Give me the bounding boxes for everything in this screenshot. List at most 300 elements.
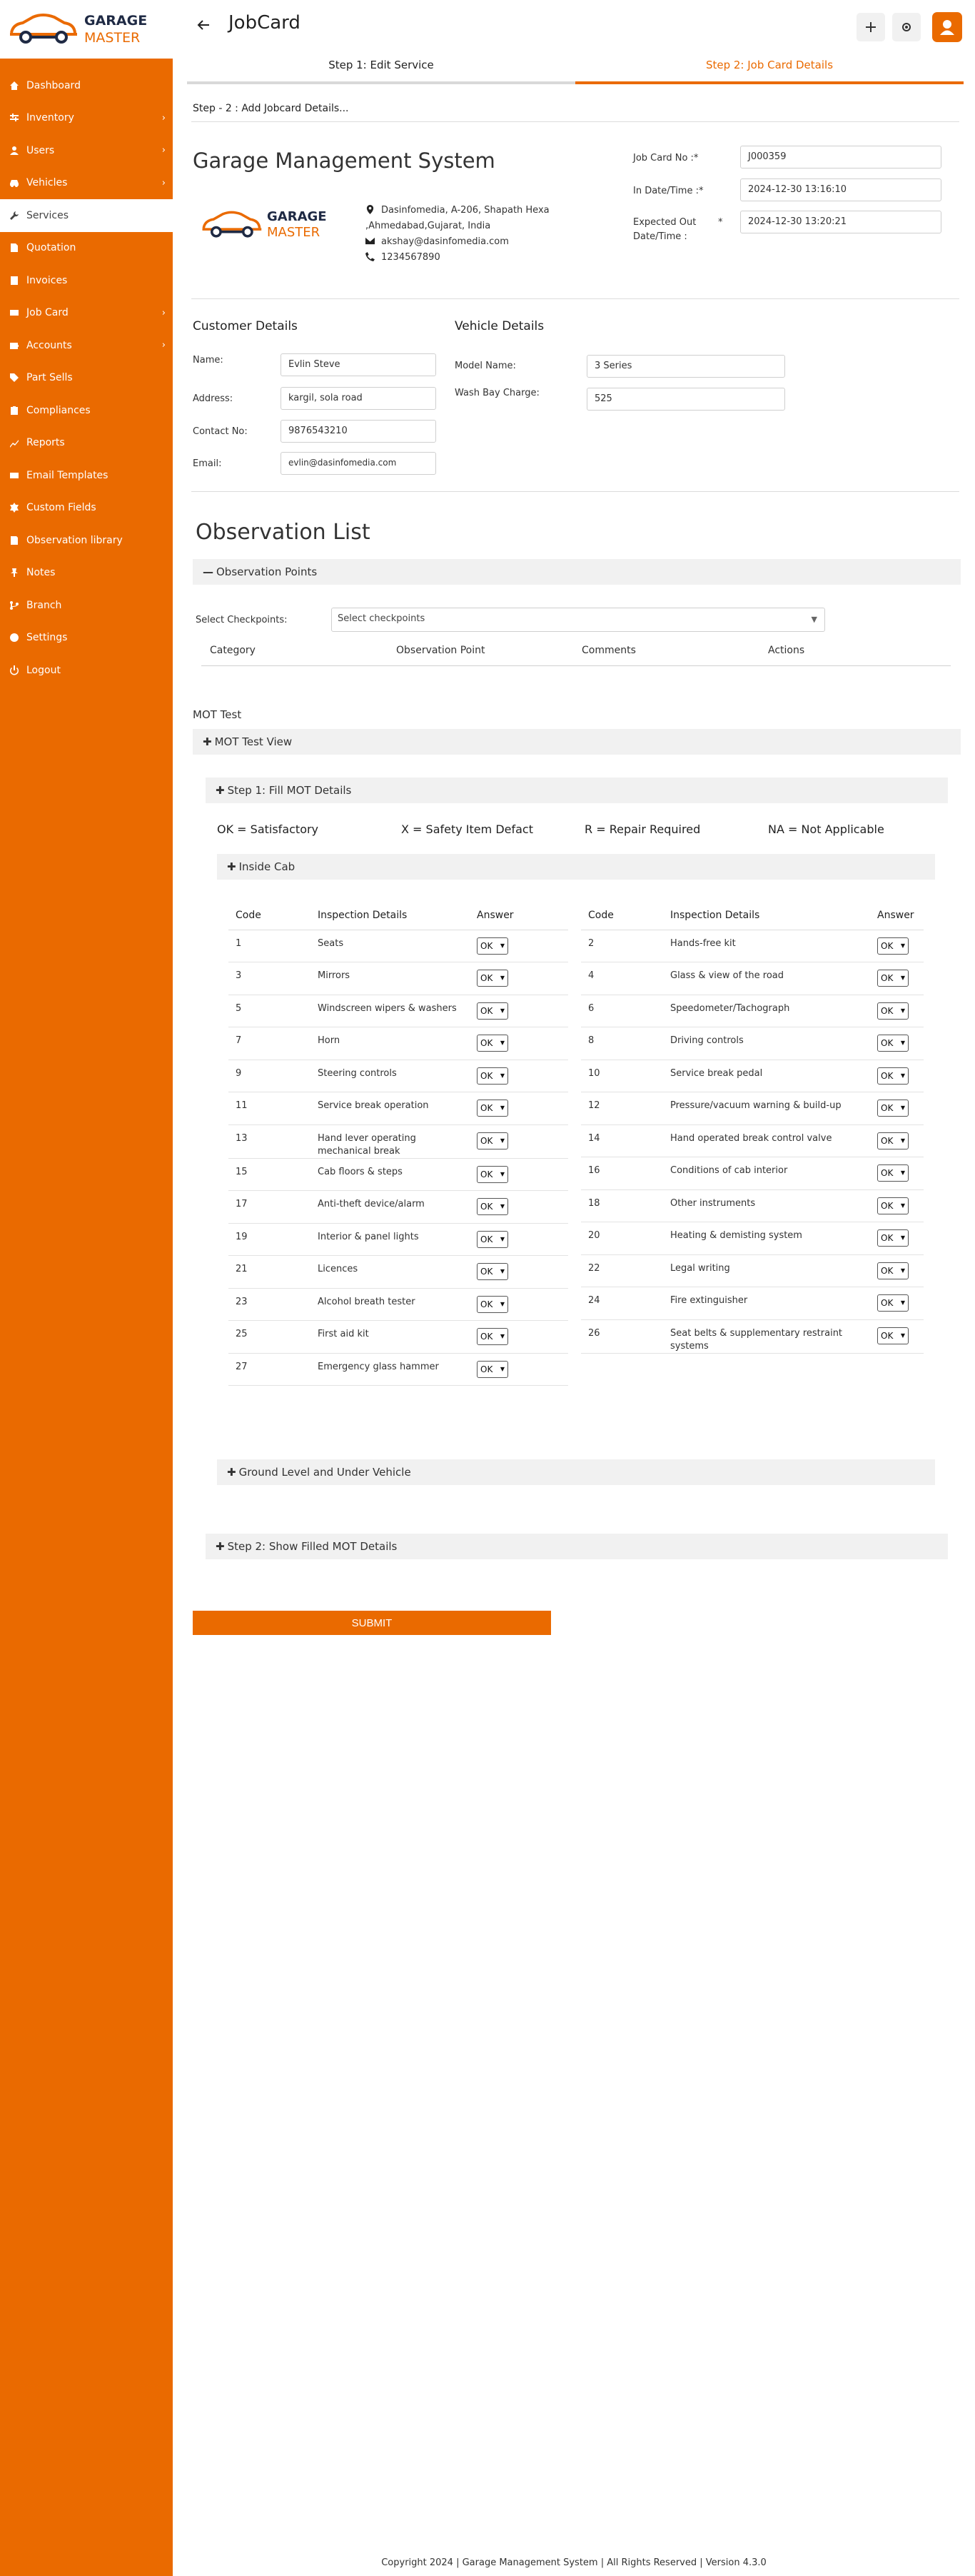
sidebar-item-label: Email Templates bbox=[26, 469, 108, 481]
legend-x: X = Safety Item Defact bbox=[401, 822, 533, 836]
step2-show-mot-label: Step 2: Show Filled MOT Details bbox=[227, 1540, 398, 1553]
inspection-table-right bbox=[581, 901, 924, 1354]
inspection-detail: Cab floors & steps bbox=[310, 1158, 470, 1191]
inspection-row bbox=[581, 1125, 924, 1157]
inspection-detail: Emergency glass hammer bbox=[310, 1353, 470, 1386]
inspection-code: 21 bbox=[228, 1256, 310, 1289]
answer-value: OK bbox=[881, 1200, 894, 1211]
inspection-code: 6 bbox=[581, 995, 663, 1027]
chevron-down-icon: ▼ bbox=[900, 1169, 905, 1176]
answer-select[interactable] bbox=[877, 1262, 909, 1279]
answer-value: OK bbox=[480, 1332, 493, 1342]
observation-points-label: Observation Points bbox=[216, 565, 318, 578]
sidebar-item-label: Notes bbox=[26, 567, 56, 579]
inspection-row bbox=[581, 995, 924, 1027]
company-address-line1: Dasinfomedia, A-206, Shapath Hexa bbox=[381, 205, 550, 216]
sidebar-item-notes[interactable] bbox=[0, 557, 173, 590]
inspection-row bbox=[228, 962, 568, 995]
inspection-code: 2 bbox=[581, 930, 663, 962]
chevron-down-icon: ▼ bbox=[900, 975, 905, 981]
user-icon bbox=[9, 145, 20, 156]
inspection-row bbox=[581, 1287, 924, 1320]
sidebar-item-label: Reports bbox=[26, 437, 65, 449]
sidebar-item-inventory[interactable] bbox=[0, 102, 173, 135]
inspection-code: 19 bbox=[228, 1223, 310, 1256]
sidebar-item-job-card[interactable] bbox=[0, 297, 173, 330]
inspection-row bbox=[581, 1189, 924, 1222]
out-date-field[interactable]: 2024-12-30 13:20:21 bbox=[740, 211, 941, 233]
sidebar-item-label: Job Card bbox=[26, 307, 69, 319]
inside-cab-label: Inside Cab bbox=[238, 860, 295, 873]
out-date-label-line2: Date/Time : bbox=[633, 231, 687, 242]
inspection-code: 15 bbox=[228, 1158, 310, 1191]
minus-icon: — bbox=[203, 565, 213, 578]
chevron-down-icon: ▼ bbox=[500, 1300, 505, 1307]
answer-value: OK bbox=[881, 1103, 894, 1113]
sidebar-item-custom-fields[interactable] bbox=[0, 492, 173, 525]
chevron-down-icon: ▼ bbox=[900, 1202, 905, 1209]
sidebar-item-label: Settings bbox=[26, 632, 68, 644]
sidebar-item-dashboard[interactable] bbox=[0, 69, 173, 102]
user-avatar-button[interactable] bbox=[932, 12, 962, 42]
inspection-detail: Hand lever operating mechanical break bbox=[310, 1125, 470, 1158]
customer-email-field[interactable]: evlin@dasinfomedia.com bbox=[281, 452, 436, 475]
settings-icon bbox=[9, 632, 20, 643]
answer-value: OK bbox=[480, 1364, 493, 1374]
home-icon bbox=[9, 80, 20, 91]
mail-icon bbox=[9, 470, 20, 481]
inspection-detail: Service break operation bbox=[310, 1092, 470, 1125]
inspection-detail: Service break pedal bbox=[663, 1060, 870, 1092]
inspection-code: 14 bbox=[581, 1125, 663, 1157]
chevron-down-icon: ▼ bbox=[900, 1007, 905, 1014]
page-title: JobCard bbox=[228, 12, 300, 34]
branch-icon bbox=[9, 600, 20, 611]
answer-select[interactable] bbox=[477, 1035, 508, 1052]
observation-list-title: Observation List bbox=[196, 520, 370, 545]
card-icon bbox=[9, 307, 20, 318]
answer-value: OK bbox=[881, 973, 894, 983]
col-code: Code bbox=[581, 901, 663, 930]
answer-select[interactable] bbox=[477, 1328, 508, 1345]
answer-value: OK bbox=[881, 1005, 894, 1016]
inspection-detail: Alcohol breath tester bbox=[310, 1288, 470, 1321]
in-date-label: In Date/Time :* bbox=[633, 186, 704, 196]
divider bbox=[191, 121, 959, 122]
sidebar-logo[interactable] bbox=[0, 0, 173, 59]
answer-value: OK bbox=[480, 1038, 493, 1048]
answer-select[interactable] bbox=[477, 1263, 508, 1280]
answer-value: OK bbox=[480, 1005, 493, 1016]
inspection-row bbox=[228, 1223, 568, 1256]
inspection-code: 18 bbox=[581, 1189, 663, 1222]
garage-car-logo-icon bbox=[7, 11, 79, 47]
mot-test-heading: MOT Test bbox=[193, 708, 242, 721]
chevron-down-icon: ▼ bbox=[500, 1235, 505, 1242]
inspection-detail: Heating & demisting system bbox=[663, 1222, 870, 1255]
envelope-icon bbox=[365, 236, 375, 246]
answer-value: OK bbox=[881, 1265, 894, 1276]
ground-level-label: Ground Level and Under Vehicle bbox=[238, 1466, 411, 1479]
company-title: Garage Management System bbox=[193, 149, 495, 173]
inspection-detail: Steering controls bbox=[310, 1060, 470, 1092]
answer-select[interactable] bbox=[477, 937, 508, 955]
company-logo bbox=[200, 208, 327, 241]
location-pin-icon bbox=[365, 205, 375, 214]
answer-value: OK bbox=[881, 940, 894, 951]
submit-button[interactable]: SUBMIT bbox=[193, 1611, 551, 1635]
inside-cab-toggle[interactable] bbox=[217, 854, 935, 880]
inspection-code: 4 bbox=[581, 962, 663, 995]
answer-select[interactable] bbox=[477, 1067, 508, 1085]
inspection-row bbox=[581, 1092, 924, 1125]
inspection-row bbox=[228, 1353, 568, 1386]
inspection-detail: Hand operated break control valve bbox=[663, 1125, 870, 1157]
wash-bay-field[interactable]: 525 bbox=[587, 388, 785, 411]
plus-icon bbox=[865, 21, 877, 33]
inspection-row bbox=[581, 1319, 924, 1353]
inspection-code: 16 bbox=[581, 1157, 663, 1190]
jobcard-no-field[interactable]: J000359 bbox=[740, 146, 941, 168]
answer-value: OK bbox=[480, 1234, 493, 1244]
inspection-row bbox=[228, 1027, 568, 1060]
sidebar-item-label: Dashboard bbox=[26, 79, 81, 91]
col-code: Code bbox=[228, 901, 310, 930]
answer-select[interactable] bbox=[477, 1002, 508, 1020]
step2-show-mot-toggle[interactable] bbox=[206, 1534, 948, 1559]
sidebar-item-services[interactable] bbox=[0, 199, 173, 232]
answer-select[interactable] bbox=[477, 1100, 508, 1117]
plus-icon: ✚ bbox=[216, 1540, 225, 1553]
plus-icon: ✚ bbox=[227, 1466, 236, 1479]
customer-name-label: Name: bbox=[193, 355, 223, 366]
chevron-right-icon: › bbox=[161, 145, 166, 156]
mot-test-view-label: MOT Test View bbox=[214, 735, 293, 748]
col-answer: Answer bbox=[870, 901, 924, 930]
col-observation-point: Observation Point bbox=[396, 645, 485, 656]
legend-ok: OK = Satisfactory bbox=[217, 822, 319, 836]
inspection-row bbox=[581, 1222, 924, 1255]
car-icon bbox=[9, 177, 20, 188]
inspection-code: 26 bbox=[581, 1319, 663, 1353]
inspection-detail: Pressure/vacuum warning & build-up bbox=[663, 1092, 870, 1125]
chevron-down-icon: ▼ bbox=[500, 975, 505, 981]
chevron-down-icon: ▼ bbox=[900, 1332, 905, 1339]
answer-value: OK bbox=[480, 1267, 493, 1277]
chevron-down-icon: ▼ bbox=[900, 1267, 905, 1274]
sidebar-item-label: Invoices bbox=[26, 274, 68, 286]
arrow-left-icon bbox=[196, 18, 211, 32]
inspection-code: 9 bbox=[228, 1060, 310, 1092]
chart-icon bbox=[9, 437, 20, 448]
customer-address-field[interactable]: kargil, sola road bbox=[281, 387, 436, 410]
gear-icon bbox=[901, 21, 912, 33]
sidebar-nav bbox=[0, 69, 173, 687]
sidebar-item-invoices[interactable] bbox=[0, 264, 173, 297]
answer-select[interactable] bbox=[877, 1002, 909, 1020]
answer-select[interactable] bbox=[877, 1164, 909, 1182]
inspection-row bbox=[228, 1092, 568, 1125]
answer-value: OK bbox=[881, 1330, 894, 1341]
inspection-code: 3 bbox=[228, 962, 310, 995]
document-icon bbox=[9, 242, 20, 253]
answer-value: OK bbox=[480, 973, 493, 983]
answer-select[interactable] bbox=[477, 1132, 508, 1149]
divider bbox=[191, 491, 959, 492]
dropdown-arrow-icon: ▼ bbox=[811, 615, 817, 624]
phone-icon bbox=[365, 252, 375, 261]
answer-select[interactable] bbox=[477, 1361, 508, 1378]
inspection-detail: Seats bbox=[310, 930, 470, 962]
vehicle-model-label: Model Name: bbox=[455, 361, 516, 371]
customer-address-label: Address: bbox=[193, 393, 233, 404]
sidebar-item-label: Quotation bbox=[26, 242, 76, 254]
sidebar-item-label: Logout bbox=[26, 664, 61, 676]
wash-bay-label: Wash Bay Charge: bbox=[455, 388, 540, 398]
chevron-down-icon: ▼ bbox=[500, 1040, 505, 1046]
col-actions: Actions bbox=[768, 645, 805, 656]
inspection-code: 22 bbox=[581, 1254, 663, 1287]
answer-select[interactable] bbox=[877, 1197, 909, 1214]
plus-icon: ✚ bbox=[227, 860, 236, 873]
answer-select[interactable] bbox=[877, 937, 909, 955]
answer-select[interactable] bbox=[477, 1166, 508, 1183]
sidebar bbox=[0, 0, 173, 2576]
inspection-detail: Fire extinguisher bbox=[663, 1287, 870, 1320]
observation-points-toggle[interactable] bbox=[193, 559, 961, 585]
legend-na: NA = Not Applicable bbox=[768, 822, 884, 836]
chevron-down-icon: ▼ bbox=[500, 1072, 505, 1079]
answer-select[interactable] bbox=[477, 1198, 508, 1215]
select-checkpoints-dropdown[interactable] bbox=[331, 608, 825, 632]
sidebar-item-vehicles[interactable] bbox=[0, 167, 173, 200]
chevron-down-icon: ▼ bbox=[900, 1105, 905, 1111]
answer-value: OK bbox=[480, 1299, 493, 1309]
inspection-detail: Windscreen wipers & washers bbox=[310, 995, 470, 1027]
company-address-block bbox=[365, 203, 550, 266]
sidebar-item-label: Custom Fields bbox=[26, 502, 96, 514]
inspection-row bbox=[581, 1254, 924, 1287]
chevron-down-icon: ▼ bbox=[900, 1299, 905, 1306]
sidebar-item-reports[interactable] bbox=[0, 427, 173, 460]
answer-value: OK bbox=[881, 1135, 894, 1146]
inspection-code: 25 bbox=[228, 1321, 310, 1354]
answer-select[interactable] bbox=[477, 970, 508, 987]
inspection-detail: Anti-theft device/alarm bbox=[310, 1191, 470, 1224]
chevron-down-icon: ▼ bbox=[900, 1234, 905, 1241]
sidebar-item-settings[interactable] bbox=[0, 622, 173, 655]
select-checkpoints-label: Select Checkpoints: bbox=[196, 615, 288, 625]
sidebar-item-label: Observation library bbox=[26, 534, 123, 546]
sidebar-item-observation-library[interactable] bbox=[0, 524, 173, 557]
sidebar-item-users[interactable] bbox=[0, 134, 173, 167]
answer-select[interactable] bbox=[877, 1229, 909, 1247]
answer-value: OK bbox=[881, 1298, 894, 1308]
answer-select[interactable] bbox=[477, 1231, 508, 1248]
col-category: Category bbox=[210, 645, 256, 656]
wizard-tabs bbox=[187, 56, 964, 84]
inspection-detail: First aid kit bbox=[310, 1321, 470, 1354]
chevron-right-icon: › bbox=[161, 177, 166, 188]
inspection-row bbox=[581, 1157, 924, 1190]
sidebar-item-email-templates[interactable] bbox=[0, 459, 173, 492]
inspection-detail: Hands-free kit bbox=[663, 930, 870, 962]
chevron-down-icon: ▼ bbox=[500, 942, 505, 949]
brand-line1: GARAGE bbox=[84, 13, 148, 29]
garage-car-logo-icon bbox=[200, 208, 263, 241]
inspection-detail: Interior & panel lights bbox=[310, 1223, 470, 1256]
answer-select[interactable] bbox=[877, 1327, 909, 1344]
required-star: * bbox=[718, 217, 723, 228]
sidebar-item-quotation[interactable] bbox=[0, 232, 173, 265]
col-answer: Answer bbox=[470, 901, 568, 930]
company-logo-line2: MASTER bbox=[267, 225, 320, 240]
plus-icon: ✚ bbox=[203, 735, 212, 748]
inspection-row bbox=[228, 1321, 568, 1354]
inspection-code: 17 bbox=[228, 1191, 310, 1224]
inspection-row bbox=[581, 930, 924, 962]
inspection-code: 27 bbox=[228, 1353, 310, 1386]
chevron-down-icon: ▼ bbox=[500, 1268, 505, 1274]
chevron-down-icon: ▼ bbox=[500, 1203, 505, 1209]
inspection-detail: Speedometer/Tachograph bbox=[663, 995, 870, 1027]
answer-select[interactable] bbox=[477, 1296, 508, 1313]
inspection-code: 24 bbox=[581, 1287, 663, 1320]
inspection-detail: Conditions of cab interior bbox=[663, 1157, 870, 1190]
company-address-line2: ,Ahmedabad,Gujarat, India bbox=[365, 221, 491, 231]
col-inspection-details: Inspection Details bbox=[663, 901, 870, 930]
inspection-detail: Licences bbox=[310, 1256, 470, 1289]
answer-value: OK bbox=[881, 1070, 894, 1081]
inspection-row bbox=[228, 1288, 568, 1321]
sidebar-item-label: Vehicles bbox=[26, 177, 68, 189]
answer-value: OK bbox=[480, 1169, 493, 1179]
inspection-detail: Glass & view of the road bbox=[663, 962, 870, 995]
inspection-row bbox=[228, 930, 568, 962]
inspection-code: 7 bbox=[228, 1027, 310, 1060]
chevron-down-icon: ▼ bbox=[900, 1040, 905, 1046]
answer-select[interactable] bbox=[877, 1100, 909, 1117]
inspection-row bbox=[228, 1158, 568, 1191]
inspection-row bbox=[581, 962, 924, 995]
inspection-code: 10 bbox=[581, 1060, 663, 1092]
answer-value: OK bbox=[480, 1103, 493, 1113]
settings-button[interactable] bbox=[892, 13, 921, 41]
inspection-row bbox=[228, 1256, 568, 1289]
inspection-code: 5 bbox=[228, 995, 310, 1027]
out-date-label bbox=[633, 216, 696, 244]
top-header bbox=[173, 0, 975, 51]
answer-value: OK bbox=[480, 940, 493, 951]
inspection-row bbox=[228, 1125, 568, 1158]
out-date-label-line1: Expected Out bbox=[633, 217, 697, 228]
customer-contact-field[interactable]: 9876543210 bbox=[281, 420, 436, 443]
inspection-code: 8 bbox=[581, 1027, 663, 1060]
ground-level-toggle[interactable] bbox=[217, 1459, 935, 1485]
user-avatar-icon bbox=[939, 19, 955, 36]
sidebar-item-compliances[interactable] bbox=[0, 394, 173, 427]
chevron-down-icon: ▼ bbox=[500, 1007, 505, 1014]
sidebar-item-accounts[interactable] bbox=[0, 329, 173, 362]
company-logo-line1: GARAGE bbox=[267, 209, 327, 224]
answer-value: OK bbox=[881, 1233, 894, 1243]
step1-fill-mot-toggle[interactable] bbox=[206, 778, 948, 803]
col-comments: Comments bbox=[582, 645, 636, 656]
sidebar-item-branch[interactable] bbox=[0, 589, 173, 622]
inspection-row bbox=[228, 1191, 568, 1224]
inspection-detail: Seat belts & supplementary restraint systems bbox=[663, 1319, 870, 1353]
answer-select[interactable] bbox=[877, 1132, 909, 1149]
chevron-down-icon: ▼ bbox=[500, 1333, 505, 1339]
mot-test-view-toggle[interactable] bbox=[193, 729, 961, 755]
inspection-detail: Other instruments bbox=[663, 1189, 870, 1222]
inspection-code: 1 bbox=[228, 930, 310, 962]
col-inspection-details: Inspection Details bbox=[310, 901, 470, 930]
customer-name-field[interactable]: Evlin Steve bbox=[281, 353, 436, 376]
legend-r: R = Repair Required bbox=[585, 822, 701, 836]
sidebar-item-part-sells[interactable] bbox=[0, 362, 173, 395]
chevron-right-icon: › bbox=[161, 307, 166, 318]
sidebar-item-logout[interactable] bbox=[0, 654, 173, 687]
pin-icon bbox=[9, 567, 20, 578]
gear-cog-icon bbox=[9, 502, 20, 513]
answer-value: OK bbox=[881, 1168, 894, 1178]
company-phone: 1234567890 bbox=[381, 252, 440, 263]
sidebar-item-label: Branch bbox=[26, 599, 62, 611]
tab-edit-service[interactable]: Step 1: Edit Service bbox=[187, 56, 575, 84]
answer-select[interactable] bbox=[877, 970, 909, 987]
answer-select[interactable] bbox=[877, 1067, 909, 1085]
answer-value: OK bbox=[480, 1070, 493, 1081]
select-checkpoints-placeholder: Select checkpoints bbox=[338, 613, 425, 624]
answer-select[interactable] bbox=[877, 1035, 909, 1052]
sidebar-item-label: Part Sells bbox=[26, 372, 73, 384]
library-icon bbox=[9, 535, 20, 546]
back-button[interactable] bbox=[194, 16, 213, 34]
inspection-table-left bbox=[228, 901, 568, 1386]
inspection-row bbox=[581, 1060, 924, 1092]
inspection-detail: Driving controls bbox=[663, 1027, 870, 1060]
sidebar-item-label: Services bbox=[26, 209, 69, 221]
vehicle-model-field[interactable]: 3 Series bbox=[587, 355, 785, 378]
chevron-down-icon: ▼ bbox=[500, 1105, 505, 1111]
chevron-right-icon: › bbox=[161, 340, 166, 351]
inspection-code: 12 bbox=[581, 1092, 663, 1125]
chevron-right-icon: › bbox=[161, 112, 166, 124]
in-date-field[interactable]: 2024-12-30 13:16:10 bbox=[740, 178, 941, 201]
customer-contact-label: Contact No: bbox=[193, 426, 248, 437]
sidebar-item-label: Users bbox=[26, 144, 55, 156]
answer-select[interactable] bbox=[877, 1294, 909, 1312]
inspection-code: 13 bbox=[228, 1125, 310, 1158]
chevron-down-icon: ▼ bbox=[500, 1170, 505, 1177]
inspection-row bbox=[228, 995, 568, 1027]
table-divider bbox=[201, 665, 951, 666]
tab-job-card-details[interactable]: Step 2: Job Card Details bbox=[575, 56, 964, 84]
chevron-down-icon: ▼ bbox=[500, 1365, 505, 1372]
wrench-icon bbox=[9, 210, 20, 221]
jobcard-no-label: Job Card No :* bbox=[633, 153, 699, 163]
tag-icon bbox=[9, 372, 20, 383]
inspection-code: 20 bbox=[581, 1222, 663, 1255]
sidebar-item-label: Accounts bbox=[26, 339, 72, 351]
power-icon bbox=[9, 665, 20, 676]
inspection-row bbox=[228, 1060, 568, 1092]
sliders-icon bbox=[9, 112, 20, 124]
add-button[interactable] bbox=[857, 13, 885, 41]
invoice-icon bbox=[9, 275, 20, 286]
chevron-down-icon: ▼ bbox=[900, 1137, 905, 1144]
